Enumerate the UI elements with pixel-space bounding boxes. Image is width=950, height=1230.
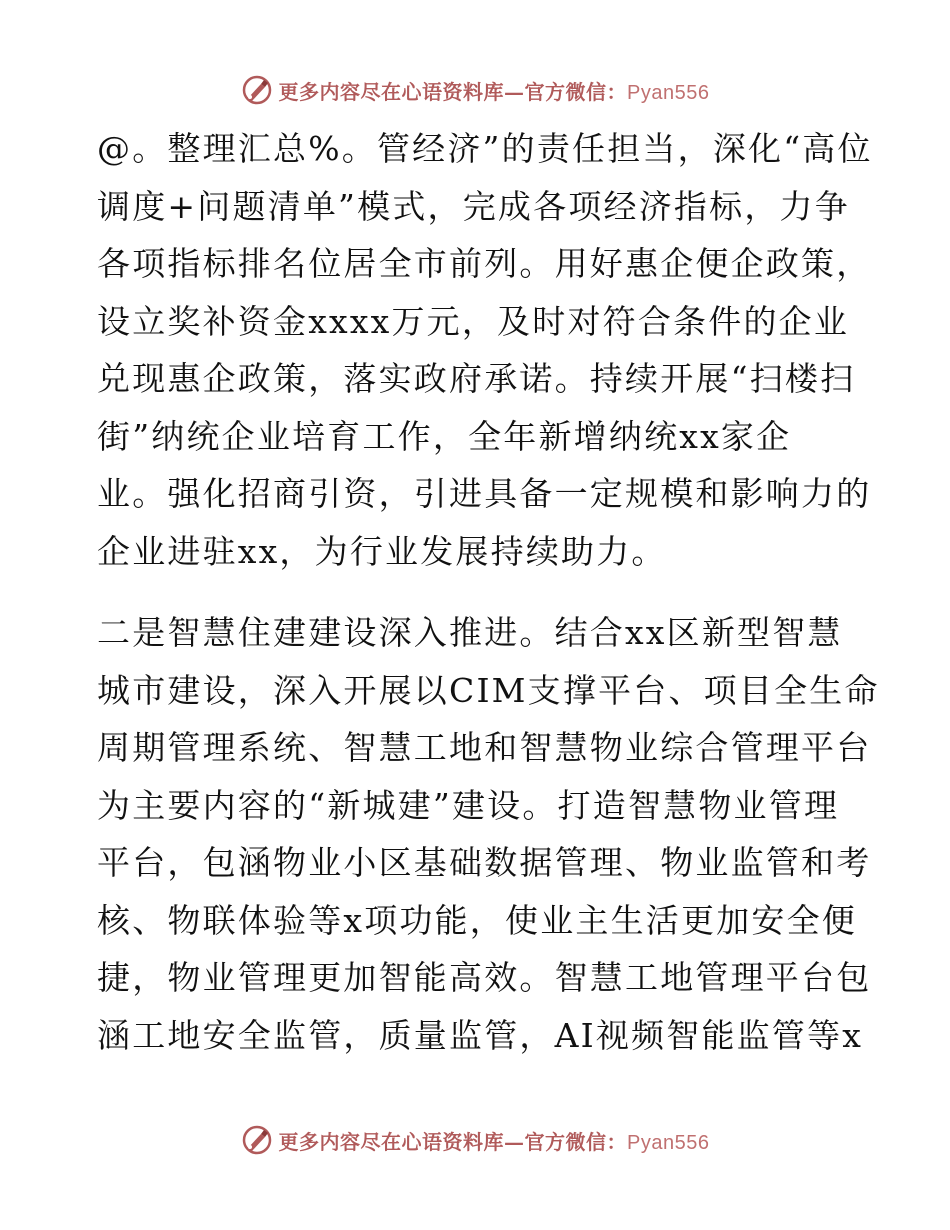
text-line: 企业进驻xx，为行业发展持续助力。 (97, 531, 667, 571)
text-line: 城市建设，深入开展以CIM支撑平台、项目全生命 (97, 670, 880, 710)
text-line: 周期管理系统、智慧工地和智慧物业综合管理平台 (97, 728, 872, 767)
footer-banner-text (279, 1126, 710, 1155)
text-line: 涵工地安全监管，质量监管，AI视频智能监管等x (97, 1015, 864, 1055)
text-line: 兑现惠企政策，落实政府承诺。持续开展“扫楼扫 (97, 359, 856, 398)
paragraph-2 (97, 604, 880, 1064)
text-line: 街”纳统企业培育工作，全年新增纳统xx家企 (97, 416, 792, 456)
text-line: 捷，物业管理更加智能高效。智慧工地管理平台包 (97, 958, 872, 997)
text-line: 业。强化招商引资，引进具备一定规模和影响力的 (97, 474, 872, 513)
text-line: @。整理汇总%。管经济”的责任担当，深化“高位 (97, 129, 873, 168)
text-line: 各项指标排名位居全市前列。用好惠企便企政策， (97, 244, 872, 283)
header-banner-wechat-id: Pyan556 (627, 81, 710, 104)
text-line: 平台，包涵物业小区基础数据管理、物业监管和考 (97, 843, 872, 882)
text-line: 为主要内容的“新城建”建设。打造智慧物业管理 (97, 785, 840, 825)
footer-banner-label: 更多内容尽在心语资料库—官方微信： (278, 1129, 628, 1154)
text-line: 设立奖补资金xxxx万元，及时对符合条件的企业 (97, 301, 850, 341)
header-banner-label: 更多内容尽在心语资料库—官方微信： (278, 79, 628, 104)
footer-banner (0, 1118, 950, 1162)
pen-logo-icon (241, 1124, 273, 1156)
text-line: 调度+问题清单”模式，完成各项经济指标，力争 (97, 186, 850, 226)
paragraph-1 (97, 120, 873, 580)
text-line: 核、物联体验等x项功能，使业主生活更加安全便 (97, 900, 858, 940)
pen-logo-icon (241, 74, 273, 106)
text-line: 二是智慧住建建设深入推进。结合xx区新型智慧 (97, 613, 843, 652)
footer-banner-wechat-id: Pyan556 (627, 1131, 710, 1154)
header-banner-text (279, 76, 710, 105)
document-body (97, 120, 880, 1064)
header-banner (0, 68, 950, 112)
